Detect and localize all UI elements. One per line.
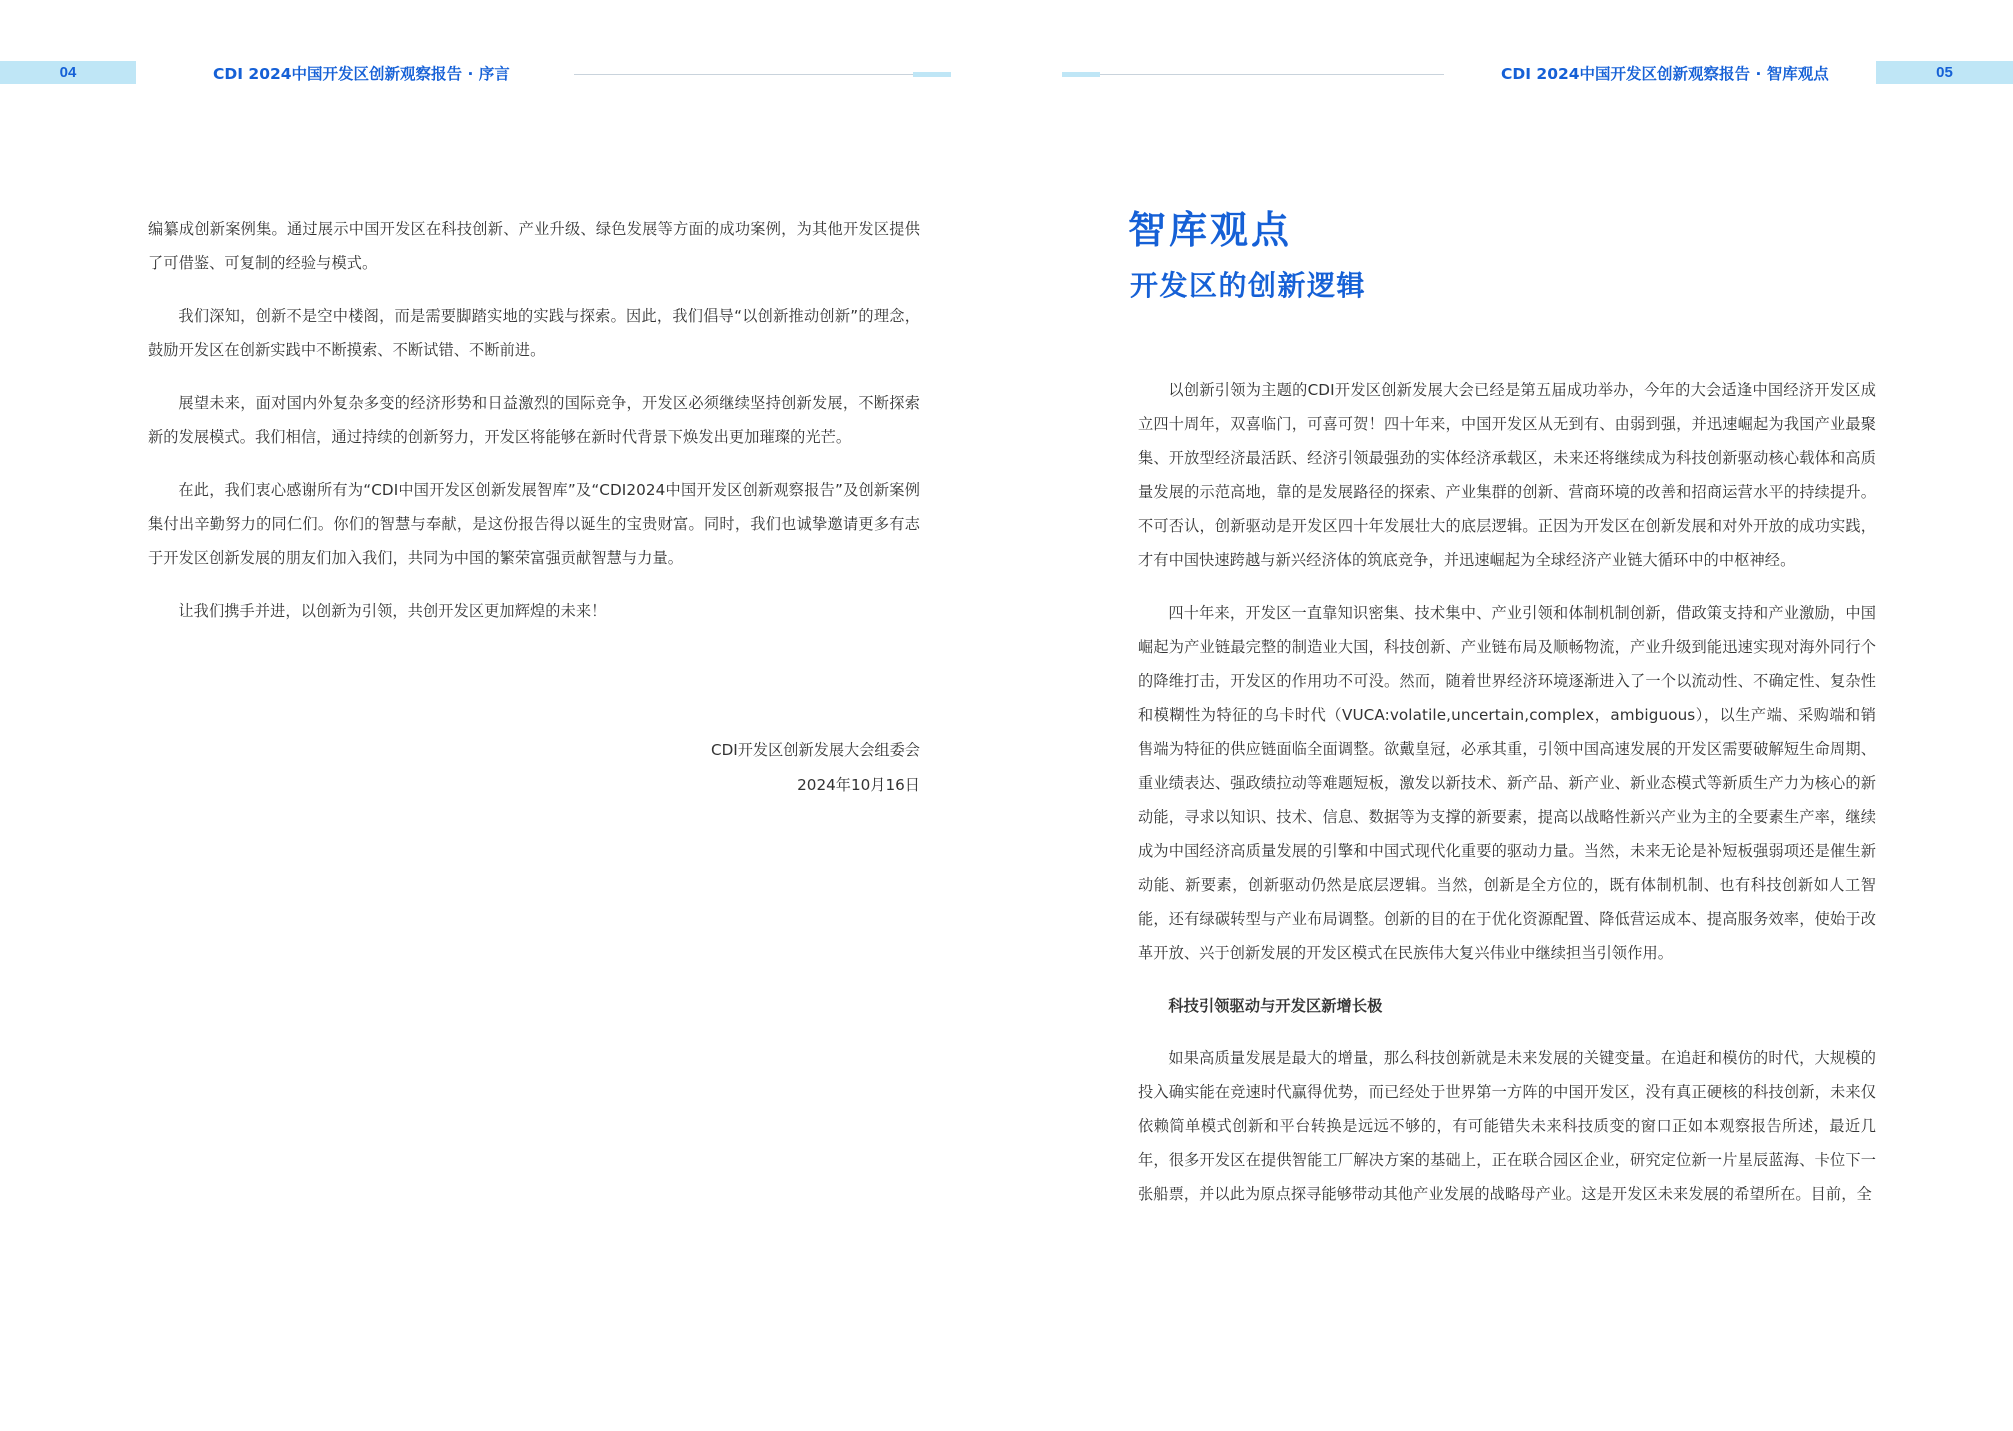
paragraph: 编纂成创新案例集。通过展示中国开发区在科技创新、产业升级、绿色发展等方面的成功案例，为其他开发区提供了可借鉴、可复制的经验与模式。 (148, 220, 920, 272)
left-page (0, 0, 1006, 1431)
header-rule (574, 74, 951, 75)
article-body (1138, 373, 1876, 1230)
paragraph: 我们深知，创新不是空中楼阁，而是需要脚踏实地的实践与探索。因此，我们倡导“以创新推动创新”的理念，鼓励开发区在创新实践中不断摸索、不断试错、不断前进。 (148, 307, 920, 359)
section-heading: 科技引领驱动与开发区新增长极 (1168, 997, 1383, 1015)
preface-body (148, 212, 920, 647)
page-number: 04 (0, 61, 136, 84)
page-title: 智库观点 (1128, 208, 1293, 252)
header-accent (1062, 72, 1100, 77)
paragraph: 以创新引领为主题的CDI开发区创新发展大会已经是第五届成功举办，今年的大会适逢中国经济开发区成立四十周年，双喜临门，可喜可贺！四十年来，中国开发区从无到有、由弱到强，并迅速崛起为我国产业最聚集、开放型经济最活跃、经济引领最强劲的实体经济承载区，未来还将继续成为科技创新驱动核心载体和高质量发展的示范高地，靠的是发展路径的探索、产业集群的创新、营商环境的改善和招商运营水平的持续提升。不可否认，创新驱动是开发区四十年发展壮大的底层逻辑。正因为开发区在创新发展和对外开放的成功实践，才有中国快速跨越与新兴经济体的筑底竞争，并迅速崛起为全球经济产业链大循环中的中枢神经。 (1138, 381, 1876, 569)
signature-org: CDI开发区创新发展大会组委会 (710, 741, 920, 759)
page-subtitle: 开发区的创新逻辑 (1130, 269, 1367, 302)
header-rule (1062, 74, 1444, 75)
running-header: CDI 2024中国开发区创新观察报告 · 智库观点 (1501, 65, 1829, 83)
page-number: 05 (1876, 61, 2013, 84)
header-accent (913, 72, 951, 77)
signature (520, 733, 920, 803)
paragraph: 四十年来，开发区一直靠知识密集、技术集中、产业引领和体制机制创新，借政策支持和产业激励，中国崛起为产业链最完整的制造业大国，科技创新、产业链布局及顺畅物流，产业升级到能迅速实现对海外同行个的降维打击，开发区的作用功不可没。然而，随着世界经济环境逐渐进入了一个以流动性、不确定性、复杂性和模糊性为特征的乌卡时代（VUCA:volatile,uncertain,complex，ambiguous），以生产端、采购端和销售端为特征的供应链面临全面调整。欲戴皇冠，必承其重，引领中国高速发展的开发区需要破解短生命周期、重业绩表达、强政绩拉动等难题短板，激发以新技术、新产品、新产业、新业态模式等新质生产力为核心的新动能，寻求以知识、技术、信息、数据等为支撑的新要素，提高以战略性新兴产业为主的全要素生产率，继续成为中国经济高质量发展的引擎和中国式现代化重要的驱动力量。当然，未来无论是补短板强弱项还是催生新动能、新要素，创新驱动仍然是底层逻辑。当然，创新是全方位的，既有体制机制、也有科技创新如人工智能，还有绿碳转型与产业布局调整。创新的目的在于优化资源配置、降低营运成本、提高服务效率，使始于改革开放、兴于创新发展的开发区模式在民族伟大复兴伟业中继续担当引领作用。 (1138, 604, 1876, 962)
paragraph: 在此，我们衷心感谢所有为“CDI中国开发区创新发展智库”及“CDI2024中国开发区创新观察报告”及创新案例集付出辛勤努力的同仁们。你们的智慧与奉献，是这份报告得以诞生的宝贵财富。同时，我们也诚挚邀请更多有志于开发区创新发展的朋友们加入我们，共同为中国的繁荣富强贡献智慧与力量。 (148, 481, 920, 567)
paragraph: 让我们携手并进，以创新为引领，共创开发区更加辉煌的未来！ (178, 602, 607, 620)
right-page (1006, 0, 2013, 1431)
paragraph: 展望未来，面对国内外复杂多变的经济形势和日益激烈的国际竞争，开发区必须继续坚持创新发展，不断探索新的发展模式。我们相信，通过持续的创新努力，开发区将能够在新时代背景下焕发出更加璀璨的光芒。 (148, 394, 920, 446)
signature-date: 2024年10月16日 (797, 776, 920, 794)
running-header: CDI 2024中国开发区创新观察报告 · 序言 (213, 65, 510, 83)
paragraph: 如果高质量发展是最大的增量，那么科技创新就是未来发展的关键变量。在追赶和模仿的时代，大规模的投入确实能在竞速时代赢得优势，而已经处于世界第一方阵的中国开发区，没有真正硬核的科技创新，未来仅依赖简单模式创新和平台转换是远远不够的，有可能错失未来科技质变的窗口正如本观察报告所述，最近几年，很多开发区在提供智能工厂解决方案的基础上，正在联合园区企业，研究定位新一片星辰蓝海、卡位下一张船票，并以此为原点探寻能够带动其他产业发展的战略母产业。这是开发区未来发展的希望所在。目前，全 (1138, 1049, 1876, 1203)
